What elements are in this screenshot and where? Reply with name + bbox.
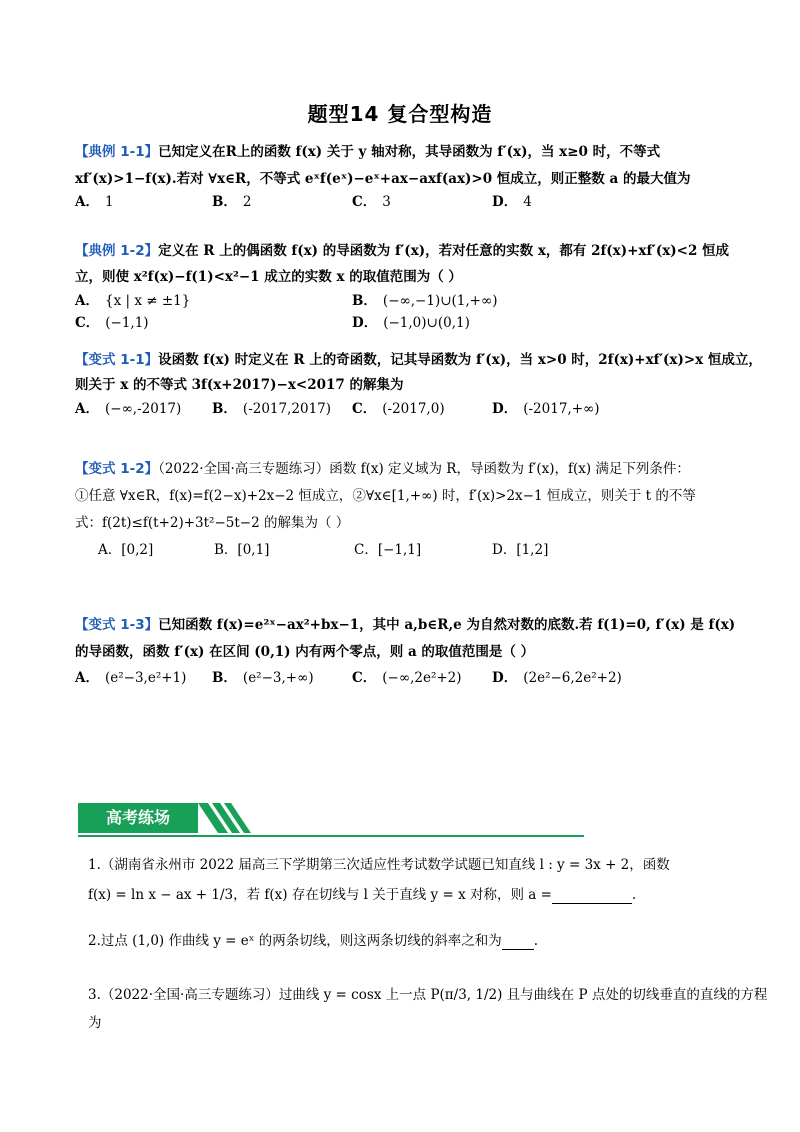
problem-2-option-d: D． (−1,0)∪(0,1) — [352, 315, 470, 331]
variant-1-2-line-3: 式：f(2t)≤f(t+2)+3t²−5t−2 的解集为（ ） — [75, 515, 350, 531]
problem-2-option-b: B． (−∞,−1)∪(1,+∞) — [352, 293, 498, 309]
variant-1-1-line-1: 【变式 1-1】设函数 f(x) 时定义在 R 上的奇函数，记其导函数为 f′(x)，当 x>0 时，2f(x)+xf′(x)>x 恒成立， — [75, 352, 762, 368]
exercise-1-line-1: 1.（湖南省永州市 2022 届高三下学期第三次适应性考试数学试题已知直线 l : y = 3x + 2，函数 — [88, 857, 670, 873]
variant-1-3-option-c: C． (−∞,2e²+2) — [352, 670, 462, 686]
variant-1-1-option-d: D． (-2017,+∞) — [492, 401, 600, 417]
variant-1-2-line-2: ①任意 ∀x∈R，f(x)=f(2−x)+2x−2 恒成立，②∀x∈[1,+∞) 时，f′(x)>2x−1 恒成立，则关于 t 的不等 — [75, 488, 696, 504]
variant-1-1-tag: 【变式 1-1】 — [75, 352, 159, 368]
problem-1-option-b: B． 2 — [212, 194, 252, 210]
section-title: 高考练场 — [78, 803, 198, 833]
section-stripes-decoration — [198, 803, 288, 835]
exercise-3-line-2: 为 — [88, 1015, 102, 1031]
problem-1-line-2: xf′(x)>1−f(x).若对 ∀x∈R，不等式 eˣf(eˣ)−eˣ+ax−axf(ax)>0 恒成立，则正整数 a 的最大值为 — [75, 171, 691, 187]
variant-1-3-option-a: A． (e²−3,e²+1) — [75, 670, 187, 686]
variant-1-2-option-c: C．[−1,1] — [354, 542, 422, 558]
problem-1-tag: 【典例 1-1】 — [75, 144, 159, 160]
problem-1-option-c: C． 3 — [352, 194, 391, 210]
variant-1-2-option-b: B．[0,1] — [214, 542, 270, 558]
variant-1-3-line-2: 的导函数，函数 f′(x) 在区间 (0,1) 内有两个零点，则 a 的取值范围是（ ） — [75, 644, 535, 660]
variant-1-3-option-d: D． (2e²−6,2e²+2) — [492, 670, 622, 686]
exercise-2-answer-blank[interactable] — [502, 935, 534, 950]
variant-1-2-tag: 【变式 1-2】 — [75, 461, 159, 477]
variant-1-1-option-a: A． (−∞,-2017) — [75, 401, 182, 417]
variant-1-2-option-d: D．[1,2] — [492, 542, 549, 558]
exercise-1-answer-blank[interactable] — [552, 889, 632, 904]
page-title: 题型14 复合型构造 — [307, 102, 493, 126]
variant-1-1-option-b: B． (-2017,2017) — [212, 401, 332, 417]
variant-1-2-option-a: A．[0,2] — [98, 542, 154, 558]
problem-1-line-1: 【典例 1-1】已知定义在R上的函数 f(x) 关于 y 轴对称，其导函数为 f′(x)，当 x≥0 时，不等式 — [75, 144, 661, 160]
variant-1-1-line-2: 则关于 x 的不等式 3f(x+2017)−x<2017 的解集为 — [75, 377, 404, 393]
problem-2-line-1: 【典例 1-2】定义在 R 上的偶函数 f(x) 的导函数为 f′(x)，若对任意的实数 x，都有 2f(x)+xf′(x)<2 恒成 — [75, 243, 730, 259]
variant-1-3-option-b: B． (e²−3,+∞) — [212, 670, 314, 686]
problem-2-option-a: A． {x | x ≠ ±1} — [75, 293, 191, 309]
variant-1-1-option-c: C． (-2017,0) — [352, 401, 445, 417]
variant-1-3-tag: 【变式 1-3】 — [75, 617, 159, 633]
problem-1-option-a: A． 1 — [75, 194, 114, 210]
variant-1-3-line-1: 【变式 1-3】已知函数 f(x)=e²ˣ−ax²+bx−1，其中 a,b∈R,e 为自然对数的底数.若 f(1)=0, f′(x) 是 f(x) — [75, 617, 736, 633]
problem-2-line-2: 立，则使 x²f(x)−f(1)<x²−1 成立的实数 x 的取值范围为（ ） — [75, 269, 462, 285]
problem-2-tag: 【典例 1-2】 — [75, 243, 159, 259]
exercise-3-line-1: 3.（2022·全国·高三专题练习）过曲线 y = cosx 上一点 P(π/3, 1/2) 且与曲线在 P 点处的切线垂直的直线的方程 — [88, 987, 768, 1003]
section-underline — [78, 835, 584, 837]
problem-1-option-d: D． 4 — [492, 194, 532, 210]
exercise-1-line-2: f(x) = ln x − ax + 1/3，若 f(x) 存在切线与 l 关于直线 y = x 对称，则 a = . — [88, 887, 637, 903]
problem-2-option-c: C． (−1,1) — [75, 315, 149, 331]
section-header — [78, 803, 584, 837]
variant-1-2-line-1: 【变式 1-2】（2022·全国·高三专题练习）函数 f(x) 定义域为 R，导函数为 f′(x)，f(x) 满足下列条件： — [75, 461, 690, 477]
exercise-2-line-1: 2.过点 (1,0) 作曲线 y = eˣ 的两条切线，则这两条切线的斜率之和为 . — [88, 933, 539, 949]
